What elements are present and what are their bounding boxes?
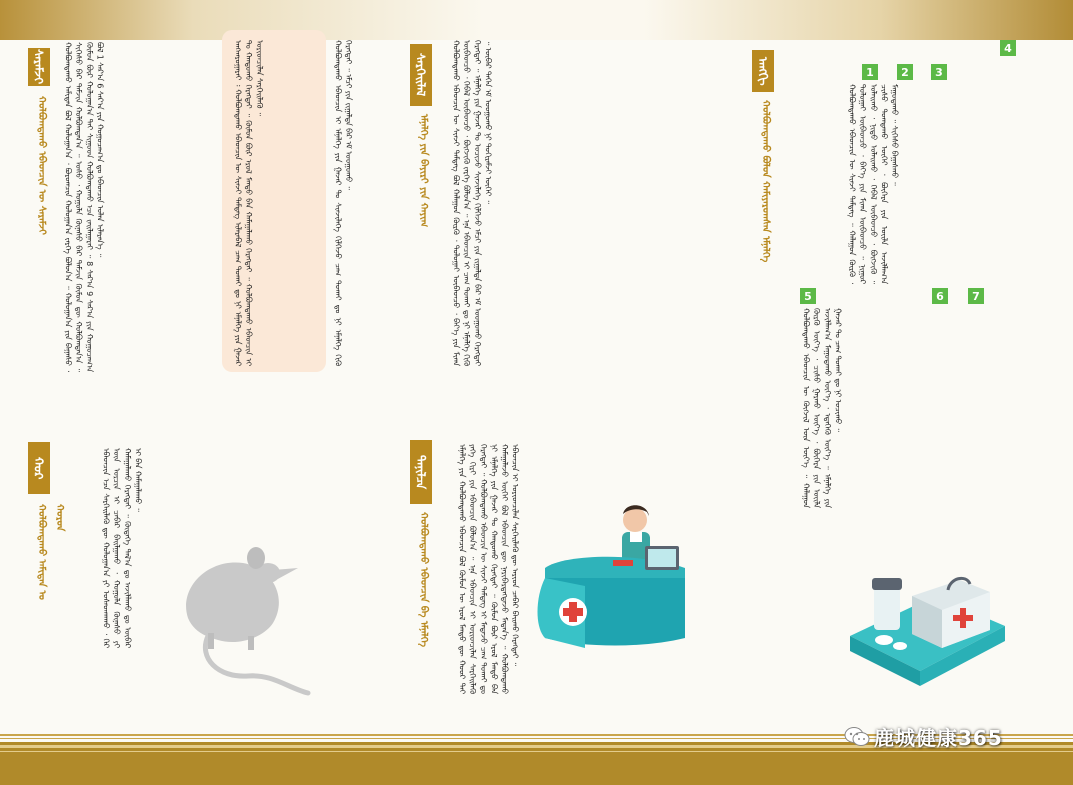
section-tag <box>752 50 774 92</box>
section-tag <box>410 440 432 504</box>
section-tag-label: ᠰᠡᠷᠡᠮᠵᠢ <box>31 49 46 85</box>
section-subtitle: ᠬᠣᠯᠪᠣᠭᠳᠠᠬᠤ ᠠᠮᠢᠲᠠᠨ ᠤ ᠬᠣᠷᠣᠨ <box>36 504 65 600</box>
section-subtitle: ᠬᠣᠯᠪᠣᠭᠳᠠᠬᠤ ᠡᠪᠡᠳᠴᠢᠨ ᠪᠠ ᠡᠮᠨᠡᠯᠭᠡ <box>418 512 429 647</box>
list-number: 6 <box>932 288 948 304</box>
section-tag <box>410 44 432 106</box>
list-number: 3 <box>931 64 947 80</box>
watermark-text: 鹿城健康365 <box>874 726 1003 750</box>
wechat-icon <box>844 726 870 748</box>
watermark <box>844 722 1003 751</box>
body-paragraph: ᠡᠪᠡᠳᠴᠢᠨ ᠡᠴᠡ ᠰᠡᠷᠭᠡᠢᠯᠡᠬᠦ ᠳᠦ ᠬᠤᠯᠤᠭᠠᠨ᠎ᠠ ᠶᠢ ᠤᠰᠠᠳᠬᠠᠬᠤ ᠂ ᠭᠡᠷ ᠦᠨ ᠣᠷᠴᠢᠨ ᠢ ᠴᠡᠪᠡᠷ ᠪᠠᠢᠯᠭᠠᠬᠤ ᠂ ᠬᠣᠭᠣᠯᠠ ᠬᠦᠨᠡᠰᠦ ᠶᠢ ᠬᠠᠮᠠᠭᠠᠯᠠᠬᠤ ᠬᠡᠷᠡᠭᠲᠡᠢ ᠃ ᠬᠦᠳᠡᠭᠡ ᠲᠠᠯ᠎ᠠ ᠳᠤ ᠠᠵᠢᠯᠯᠠᠬᠤ ᠳᠤ ᠥᠪᠡᠷ ᠢ ᠪᠡᠨ ᠬᠠᠮᠠᠭᠠᠯᠠᠬᠤ ᠃ <box>101 448 143 648</box>
body-paragraph: ᠡᠮᠨᠡᠯᠭᠡ ᠶᠢᠨ ᠬᠣᠯᠪᠣᠭᠳᠠᠬᠤ ᠡᠪᠡᠳᠴᠢᠨ ᠪᠣᠯ ᠬᠦᠮᠦᠨ ᠦ ᠡᠷᠦᠯ ᠮᠡᠨᠳᠦ ᠳᠦ ᠬᠣᠣᠷ ᠲᠠᠢ ᠶᠡᠬᠡ ᠬᠢᠷᠢ ᠶᠢᠨ ᠡᠪᠡᠳᠴᠢᠨ ᠪᠣᠯᠤᠨ᠎ᠠ ᠃ ᠡᠨᠡ ᠡᠪᠡᠳᠴᠢᠨ ᠢ ᠤᠷᠢᠳᠴᠢᠯᠠᠨ ᠰᠡᠷᠭᠡᠢᠯᠡᠬᠦ ᠬᠡᠷᠡᠭᠲᠡᠢ ᠃ ᠬᠣᠯᠪᠣᠭᠳᠠᠬᠤ ᠡᠪᠡᠳᠴᠢᠨ ᠦ ᠰᠢᠨᠵᠢ ᠲᠡᠮᠳᠡᠭ ᠢ ᠮᠡᠳᠡᠵᠦ ᠴᠠᠭ ᠲᠤᠬᠠᠢ ᠳᠤ ᠨᠢ ᠡᠮᠨᠡᠯᠭᠡ ᠶᠢᠨ ᠭᠠᠵᠠᠷ ᠲᠤ ᠬᠠᠨᠳᠤᠬᠤ ᠬᠡᠷᠡᠭᠲᠡᠢ ᠃ ᠬᠦᠮᠦᠨ ᠪᠦᠷ ᠡᠷᠦᠯ ᠮᠡᠨᠳᠦ ᠪᠡᠨ ᠬᠠᠮᠠᠭᠠᠯᠠᠵᠤ ᠦᠭᠡᠢ ᠪᠣᠯ ᠡᠪᠡᠳᠴᠢᠨ ᠳᠦ ᠨᠡᠷᠢᠪᠡᠷᠲᠡᠭᠳᠡᠵᠦ ᠮᠡᠳᠡᠨ᠎ᠡ ᠃ ᠬᠣᠯᠪᠣᠭᠳᠠᠬᠤ ᠡᠪᠡᠳᠴᠢᠨ ᠢ ᠤᠷᠢᠳᠴᠢᠯᠠᠨ ᠰᠡᠷᠭᠡᠢᠯᠡᠬᠦ ᠳᠦ ᠠᠷᠢᠤᠨ ᠴᠡᠪᠡᠷ ᠪᠠᠢᠬᠤ ᠬᠡᠷᠡᠭᠲᠡᠢ ᠃ <box>457 444 520 694</box>
section-tag-label: ᠰᠡᠷᠭᠡᠢᠯᠡᠯ <box>413 53 428 97</box>
body-paragraph: ᠬᠣᠯᠪᠣᠭᠳᠠᠬᠤ ᠡᠪᠡᠳᠴᠢᠨ ᠢ ᠡᠮᠨᠡᠯᠭᠡ ᠶᠢᠨ ᠭᠠᠵᠠᠷ ᠲᠤ ᠰᠢᠨᠵᠢᠯᠡᠭᠡ ᠬᠢᠯᠭᠡᠵᠦ ᠴᠠᠭ ᠲᠤᠬᠠᠢ ᠳᠤ ᠨᠢ ᠡᠮᠨᠡᠯᠭᠡ ᠬᠢᠬᠦ ᠬᠡᠷᠡᠭᠲᠡᠢ ᠃ ᠡᠮᠴᠢ ᠶᠢᠨ ᠵᠢᠭᠠᠯᠲᠠ ᠪᠠᠷ ᠡᠮ ᠤᠤᠭᠤᠬᠤ ᠃ <box>333 40 354 366</box>
body-paragraph: ᠬᠣᠯᠪᠣᠭᠳᠠᠬᠤ ᠠᠮᠢᠲᠠᠨ ᠪᠣᠯ ᠬᠤᠯᠤᠭᠠᠨ᠎ᠠ ᠂ ᠪᠣᠷᠣᠭᠴᠢᠨ ᠬᠤᠯᠤᠭᠠᠨ᠎ᠠ ᠵᠡᠷᠭᠡ ᠪᠣᠯᠤᠨ᠎ᠠ ᠃ ᠬᠤᠯᠤᠭᠠᠨ᠎ᠠ ᠶᠢᠨ ᠪᠠᠭᠠᠰᠤ ᠂ ᠰᠢᠭᠡᠰᠦ ᠪᠡᠷ ᠳᠠᠮᠵᠢᠨ ᠬᠣᠯᠪᠣᠭᠳᠠᠨ᠎ᠠ ᠃ ᠤᠰᠤ ᠂ ᠬᠣᠭᠣᠯᠠ ᠬᠦᠨᠡᠰᠦ ᠪᠡᠷ ᠳᠠᠮᠵᠢᠨ ᠬᠦᠮᠦᠨ ᠳᠦ ᠬᠣᠯᠪᠣᠭᠳᠠᠨ᠎ᠠ ᠃ ᠬᠦᠮᠦᠨ ᠪᠦᠷ ᠬᠤᠯᠤᠭᠠᠨ᠎ᠠ ᠲᠠᠢ ᠰᠢᠭ᠋ᠤᠳ ᠬᠣᠯᠪᠣᠭᠳᠠᠬᠤ ᠡᠴᠡ ᠵᠠᠢᠯᠠᠭᠠᠷᠠᠢ ᠃ 8 ᠰᠠᠷ᠎ᠠ 9 ᠰᠠᠷ᠎ᠠ ᠶᠢᠨ ᠬᠤᠭᠤᠴᠠᠭ᠎ᠠ ᠪᠣᠯ 1 ᠰᠠᠷ᠎ᠠ 6 ᠰᠠᠷ᠎ᠠ ᠶᠢᠨ ᠬᠤᠭᠤᠴᠠᠭ᠎ᠠ ᠳᠤ ᠡᠪᠡᠳᠴᠢᠨ ᠣᠯᠠᠨ ᠢᠯᠡᠷᠡᠨ᠎ᠡ ᠃ <box>63 42 105 372</box>
list-text: ᠬᠣᠯᠪᠣᠭᠳᠠᠬᠤ ᠡᠪᠡᠳᠴᠢᠨ ᠦ ᠬᠥᠭᠵᠢᠯ ᠦᠨ ᠦᠶ᠎ᠡ ᠃ ᠬᠠᠯᠠᠭᠤᠨ ᠬᠦᠷᠬᠦ ᠦᠶ᠎ᠡ ᠂ ᠴᠢᠰᠤ ᠭᠠᠷᠬᠤ ᠦᠶ᠎ᠡ ᠂ ᠪᠥᠭᠡᠷᠡ ᠶᠢᠨ ᠦᠢᠯᠡ ᠠᠵᠢᠯᠯᠠᠭ᠎ᠠ ᠮᠠᠭᠤᠳᠠᠬᠤ ᠦᠶ᠎ᠡ ᠂ ᠡᠳᠡᠭᠡᠬᠦ ᠦᠶ᠎ᠡ ᠃ ᠡᠮᠨᠡᠯᠭᠡ ᠶᠢᠨ ᠭᠠᠵᠠᠷ ᠲᠤ ᠴᠠᠭ ᠲᠤᠬᠠᠢ ᠳᠤ ᠨᠢ ᠣᠴᠢᠬᠤ ᠃ <box>801 308 843 508</box>
section-subtitle: ᠬᠣᠯᠪᠣᠭᠳᠠᠬᠤ ᠪᠣᠯᠣᠨ ᠬᠠᠮᠢᠶᠠᠷᠤᠭᠰᠠᠨ ᠡᠮᠨᠡᠯᠭᠡ <box>760 100 771 263</box>
list-number: 1 <box>862 64 878 80</box>
top-band <box>0 0 1073 40</box>
section-tag-label: ᠲᠠᠨᠢᠯᠴᠠ <box>413 454 428 490</box>
list-number: 2 <box>897 64 913 80</box>
list-number: 7 <box>968 288 984 304</box>
section-tag <box>28 442 50 494</box>
list-text: ᠬᠣᠯᠪᠣᠭᠳᠠᠬᠤ ᠡᠪᠡᠳᠴᠢᠨ ᠦ ᠰᠢᠨᠵᠢ ᠲᠡᠮᠳᠡᠭ ᠃ ᠬᠠᠯᠠᠭᠤᠨ ᠬᠦᠷᠬᠦ ᠂ ᠲᠣᠯᠣᠭᠠᠢ ᠥᠪᠡᠳᠴᠦ ᠂ ᠪᠡᠶ᠎ᠡ ᠶᠢᠨ ᠮᠢᠬᠠ ᠥᠪᠡᠳᠴᠦ ᠃ ᠨᠢᠭᠤᠷ ᠤᠯᠠᠢᠬᠤ ᠂ ᠨᠢᠳᠦ ᠤᠯᠠᠢᠬᠤ ᠂ ᠬᠡᠪᠡᠯ ᠥᠪᠡᠳᠴᠦ ᠂ ᠪᠥᠭᠵᠢᠬᠦ ᠃ ᠴᠢᠰᠤ ᠲᠣᠭᠲᠠᠬᠤ ᠦᠭᠡᠢ ᠂ ᠪᠥᠭᠡᠷᠡ ᠶᠢᠨ ᠦᠢᠯᠡ ᠠᠵᠢᠯᠯᠠᠭ᠎ᠠ ᠮᠠᠭᠤᠳᠠᠬᠤ ᠃ ᠰᠢᠭᠡᠰᠦ ᠪᠠᠭᠠᠰᠬᠤ ᠃ <box>847 84 899 284</box>
medicine-illustration <box>840 556 1010 696</box>
section-subtitle: ᠬᠣᠯᠪᠣᠭᠳᠠᠬᠤ ᠡᠪᠡᠳᠴᠢᠨ ᠦ ᠰᠡᠷᠡᠮᠵᠢ <box>36 96 47 235</box>
list-number: 4 <box>1000 40 1016 56</box>
section-tag-label: ᠠᠩᠭᠢ <box>755 56 770 86</box>
rat-illustration <box>148 528 318 698</box>
section-tag <box>28 48 50 86</box>
body-paragraph: ᠬᠣᠯᠪᠣᠭᠳᠠᠬᠤ ᠡᠪᠡᠳᠴᠢᠨ ᠦ ᠰᠢᠨᠵᠢ ᠲᠡᠮᠳᠡᠭ ᠪᠣᠯ ᠬᠠᠯᠠᠭᠤᠨ ᠬᠦᠷᠬᠦ ᠂ ᠲᠣᠯᠣᠭᠠᠢ ᠥᠪᠡᠳᠴᠦ ᠂ ᠪᠡᠶ᠎ᠡ ᠶᠢᠨ ᠮᠢᠬᠠ ᠥᠪᠡᠳᠴᠦ ᠂ ᠬᠡᠪᠡᠯ ᠥᠪᠡᠳᠴᠦ ᠂ ᠪᠥᠭᠵᠢᠬᠦ ᠵᠡᠷᠭᠡ ᠪᠣᠯᠤᠨ᠎ᠠ ᠃ ᠡᠨᠡ ᠡᠪᠡᠳᠴᠢᠨ ᠢ ᠴᠠᠭ ᠲᠤᠬᠠᠢ ᠳᠤ ᠨᠢ ᠡᠮᠨᠡᠯᠭᠡ ᠬᠢᠬᠦ ᠬᠡᠷᠡᠭᠲᠡᠢ ᠃ ᠡᠮᠨᠡᠯᠭᠡ ᠶᠢᠨ ᠭᠠᠵᠠᠷ ᠲᠤ ᠣᠴᠢᠵᠤ ᠰᠢᠨᠵᠢᠯᠡᠭᠡ ᠬᠢᠯᠭᠡᠵᠦ ᠡᠮᠴᠢ ᠶᠢᠨ ᠵᠢᠭᠠᠯᠲᠠ ᠪᠠᠷ ᠡᠮ ᠤᠤᠭᠤᠬᠤ ᠬᠡᠷᠡᠭᠲᠡᠢ ᠃ ᠥᠪᠡᠷ ᠲᠡᠭᠡᠨ ᠡᠮ ᠤᠤᠭᠤᠬᠤ ᠨᠢ ᠲᠣᠬᠢᠷᠠᠮᠵᠢ ᠦᠭᠡᠢ ᠃ <box>451 40 493 366</box>
list-number: 5 <box>800 288 816 304</box>
section-subtitle: ᠡᠮᠨᠡᠯᠭᠡ ᠶᠢᠨ ᠪᠠᠶᠢᠷᠢ ᠶᠢᠨ ᠬᠠᠶᠢᠭ <box>418 114 429 228</box>
note-text: ᠠᠩᠬᠠᠷᠤᠭᠠᠷᠠᠢ ᠄ ᠬᠣᠯᠪᠣᠭᠳᠠᠬᠤ ᠡᠪᠡᠳᠴᠢᠨ ᠦ ᠰᠢᠨᠵᠢ ᠲᠡᠮᠳᠡᠭ ᠢᠯᠡᠷᠡᠪᠡᠯ ᠴᠠᠭ ᠲᠤᠬᠠᠢ ᠳᠤ ᠨᠢ ᠡᠮᠨᠡᠯᠭᠡ ᠶᠢᠨ ᠭᠠᠵᠠᠷ ᠲᠤ ᠬᠠᠨᠳᠤᠬᠤ ᠬᠡᠷᠡᠭᠲᠡᠢ ᠃ ᠬᠦᠮᠦᠨ ᠪᠦᠷ ᠡᠷᠦᠯ ᠮᠡᠨᠳᠦ ᠪᠡᠨ ᠬᠠᠮᠠᠭᠠᠯᠠᠬᠤ ᠬᠡᠷᠡᠭᠲᠡᠢ ᠃ ᠬᠣᠯᠪᠣᠭᠳᠠᠬᠤ ᠡᠪᠡᠳᠴᠢᠨ ᠢ ᠤᠷᠢᠳᠴᠢᠯᠠᠨ ᠰᠡᠷᠭᠡᠢᠯᠡᠬᠦ ᠃ <box>233 40 264 366</box>
section-tag-label: ᠬᠣᠷ <box>31 456 46 480</box>
nurse-illustration <box>525 498 695 658</box>
